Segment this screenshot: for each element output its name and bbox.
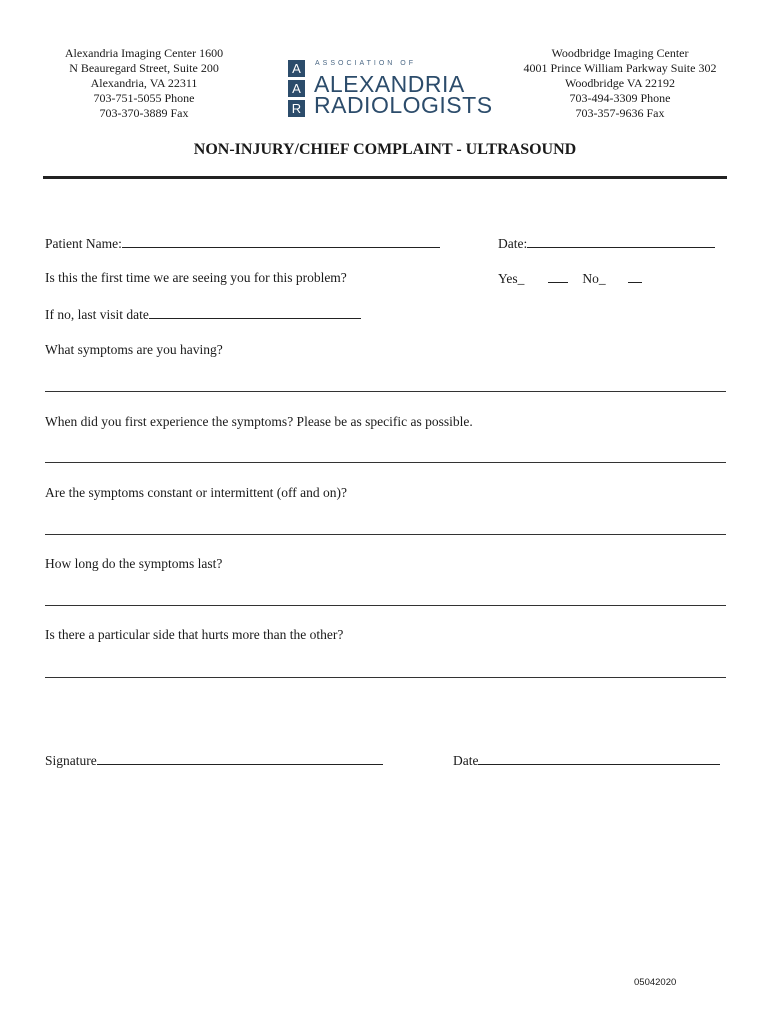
address-line: 4001 Prince William Parkway Suite 302 bbox=[523, 61, 717, 75]
last-visit-row bbox=[45, 306, 361, 323]
signature-field[interactable] bbox=[97, 752, 383, 765]
answer-line-first-experience[interactable] bbox=[45, 462, 726, 463]
form-title: NON-INJURY/CHIEF COMPLAINT - ULTRASOUND bbox=[193, 141, 577, 158]
alexandria-radiologists-logo bbox=[288, 58, 493, 118]
patient-name-row bbox=[45, 235, 440, 252]
patient-name-field[interactable] bbox=[122, 235, 440, 248]
last-visit-label: If no, last visit date bbox=[45, 307, 149, 322]
address-line: 703-751-5055 Phone bbox=[93, 91, 195, 105]
answer-line-constant-intermittent[interactable] bbox=[45, 534, 726, 535]
address-line: Woodbridge Imaging Center bbox=[551, 46, 689, 60]
no-label: No_ bbox=[582, 271, 606, 286]
logo-tagline: ASSOCIATION OF bbox=[315, 60, 416, 67]
logo-letter-box: A bbox=[288, 60, 305, 77]
answer-line-duration[interactable] bbox=[45, 605, 726, 606]
logo-letter-box: A bbox=[288, 80, 305, 97]
yes-field[interactable] bbox=[548, 270, 568, 283]
no-field[interactable] bbox=[628, 270, 642, 283]
logo-wordmark-line1: ALEXANDRIA bbox=[314, 71, 465, 97]
address-line: N Beauregard Street, Suite 200 bbox=[69, 61, 219, 75]
question-duration: How long do the symptoms last? bbox=[45, 556, 223, 571]
question-constant-intermittent: Are the symptoms constant or intermittent (off and on)? bbox=[45, 485, 347, 500]
yes-label: Yes_ bbox=[498, 271, 525, 286]
answer-line-side[interactable] bbox=[45, 677, 726, 678]
date-field[interactable] bbox=[527, 235, 715, 248]
date-row bbox=[498, 235, 715, 252]
logo-wordmark-line2: RADIOLOGISTS bbox=[314, 92, 493, 118]
signature-row bbox=[45, 752, 383, 769]
address-line: 703-357-9636 Fax bbox=[575, 106, 665, 120]
question-first-experience: When did you first experience the symptoms? Please be as specific as possible. bbox=[45, 414, 473, 429]
address-line: Alexandria Imaging Center 1600 bbox=[64, 46, 224, 60]
answer-line-symptoms[interactable] bbox=[45, 391, 726, 392]
form-code: 05042020 bbox=[634, 977, 677, 988]
address-line: Alexandria, VA 22311 bbox=[90, 76, 198, 90]
question-symptoms: What symptoms are you having? bbox=[45, 342, 223, 357]
title-divider bbox=[43, 176, 727, 179]
woodbridge-address bbox=[510, 46, 730, 121]
signature-label: Signature bbox=[45, 753, 97, 768]
signature-date-label: Date bbox=[453, 753, 479, 768]
signature-date-row bbox=[453, 752, 720, 769]
date-label: Date: bbox=[498, 236, 528, 251]
address-line: Woodbridge VA 22192 bbox=[565, 76, 675, 90]
signature-date-field[interactable] bbox=[478, 752, 720, 765]
question-side: Is there a particular side that hurts more than the other? bbox=[45, 627, 344, 642]
yes-no-choice bbox=[498, 270, 642, 287]
address-line: 703-370-3889 Fax bbox=[99, 106, 189, 120]
logo-letter-box: R bbox=[288, 100, 305, 117]
last-visit-field[interactable] bbox=[149, 306, 361, 319]
patient-name-label: Patient Name: bbox=[45, 236, 122, 251]
alexandria-address bbox=[44, 46, 244, 121]
first-time-question: Is this the first time we are seeing you for this problem? bbox=[45, 270, 347, 285]
address-line: 703-494-3309 Phone bbox=[569, 91, 671, 105]
